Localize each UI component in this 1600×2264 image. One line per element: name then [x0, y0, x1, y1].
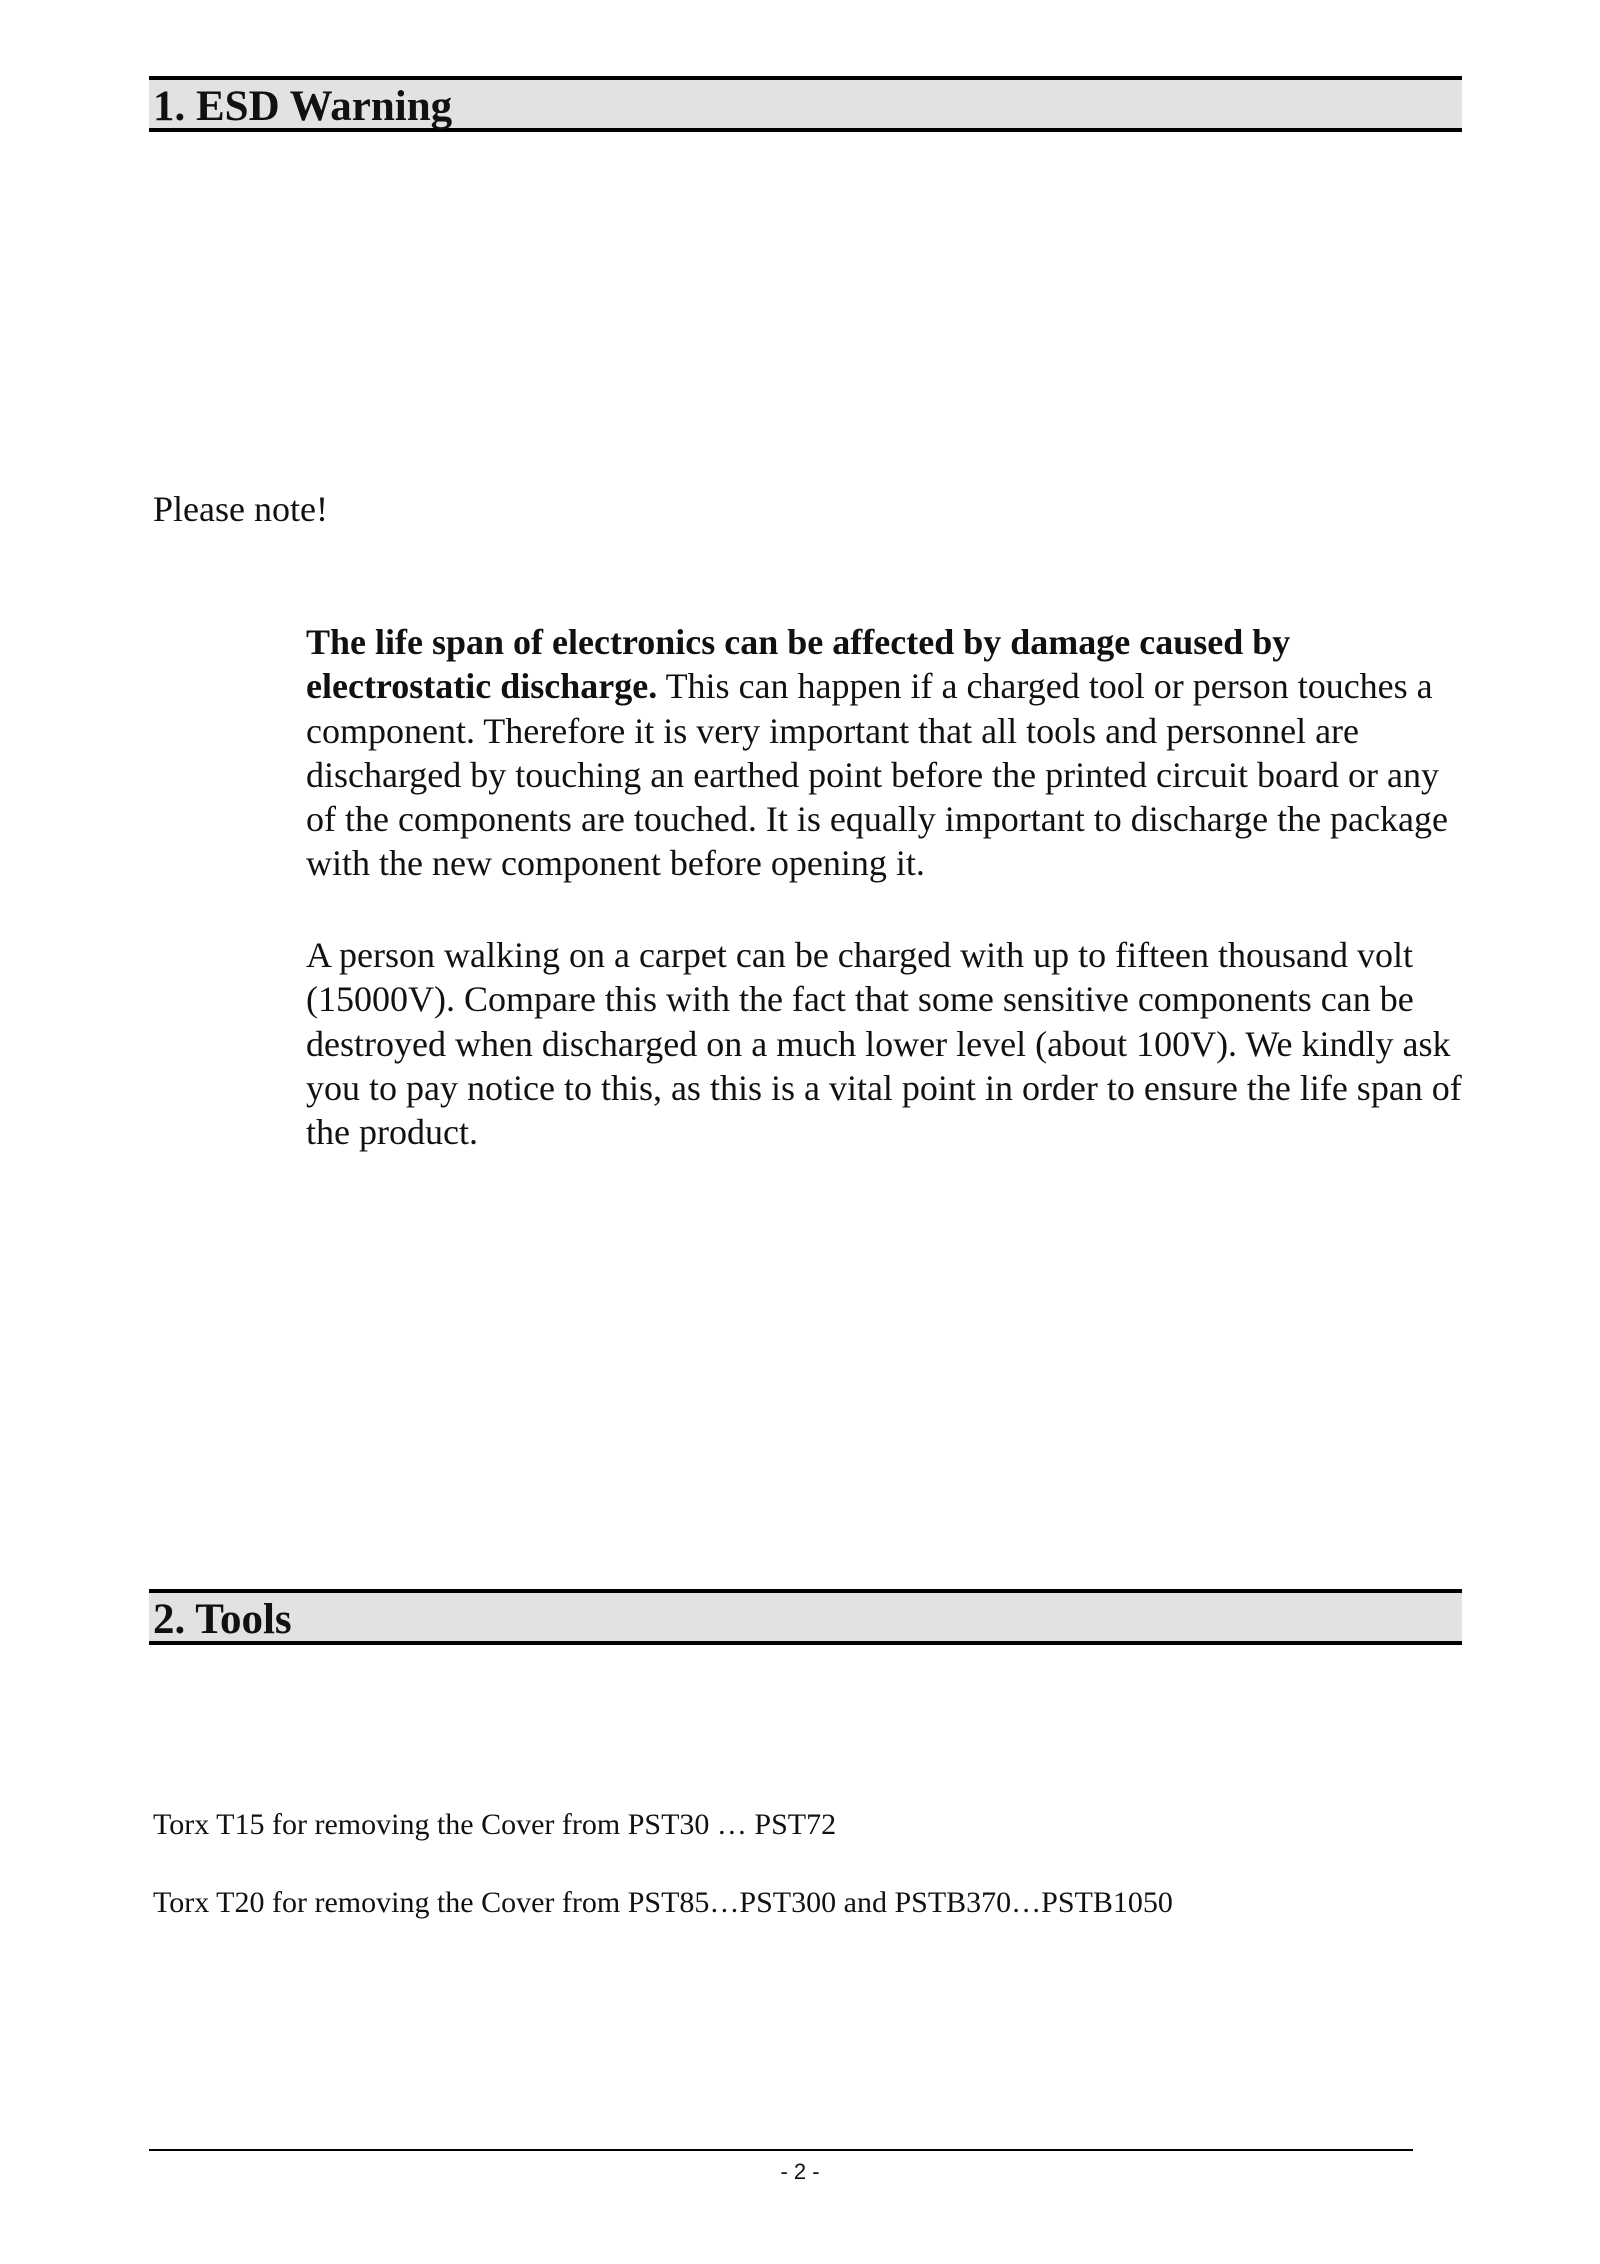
section-header-esd-warning — [149, 76, 1462, 132]
section-title: 2. Tools — [153, 1596, 292, 1643]
note-label: Please note! — [153, 489, 328, 529]
footer-divider — [149, 2149, 1413, 2151]
esd-paragraph-1-bold: The life span of electronics can be affected by damage caused by electrostatic discharge. — [306, 622, 1291, 707]
esd-paragraph-1 — [306, 620, 1466, 886]
esd-paragraph-2: A person walking on a carpet can be charged with up to fifteen thousand volt (15000V). Compare this with the fact that some sensitive components can be destroyed when discharged on a much lower level (about 100V). We kindly ask you to pay notice to this, as this is a vital point in order to ensure the life span of the product. — [306, 935, 1462, 1153]
esd-paragraph-1-text: This can happen if a charged tool or person touches a component. Therefore it is very important that all tools and personnel are discharged by touching an earthed point before the printed circuit board or any of the components are touched. It is equally important to discharge the package with the new component before opening it. — [306, 666, 1448, 884]
page-number: - 2 - — [780, 2159, 820, 2184]
tool-item: Torx T20 for removing the Cover from PST85…PST300 and PSTB370…PSTB1050 — [153, 1886, 1173, 1919]
section-title: 1. ESD Warning — [153, 83, 453, 130]
tool-item: Torx T15 for removing the Cover from PST30 … PST72 — [153, 1808, 837, 1841]
section-header-tools — [149, 1589, 1462, 1645]
